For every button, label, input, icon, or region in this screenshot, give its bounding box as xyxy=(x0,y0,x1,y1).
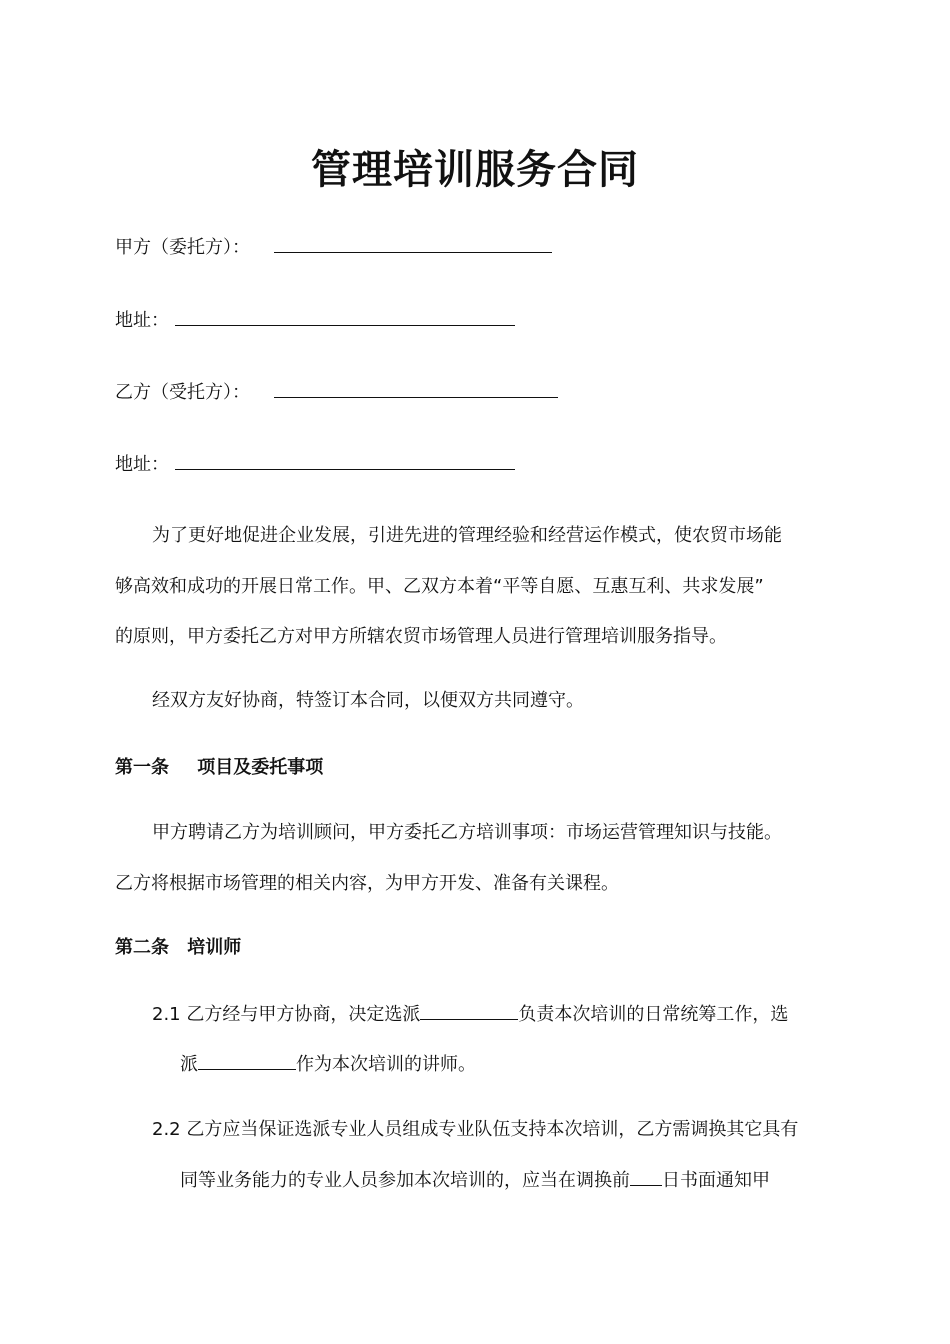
clause-2-1-text-a: 乙方经与甲方协商，决定选派 xyxy=(186,1004,421,1025)
intro-line-4: 经双方友好协商，特签订本合同，以便双方共同遵守。 xyxy=(152,690,584,711)
clause-2-1-line-1 xyxy=(152,1001,788,1028)
coordinator-name-field[interactable] xyxy=(420,1001,518,1020)
clause-2-2-text-b: 同等业务能力的专业人员参加本次培训的，应当在调换前 xyxy=(180,1170,630,1191)
clause-2-2-line-2 xyxy=(180,1167,770,1194)
clause-2-1-text-d: 作为本次培训的讲师。 xyxy=(296,1054,476,1075)
article-1-heading xyxy=(115,755,323,781)
document-title: 管理培训服务合同 xyxy=(311,147,639,193)
notice-days-field[interactable] xyxy=(630,1167,662,1186)
article-1-line-2: 乙方将根据市场管理的相关内容，为甲方开发、准备有关课程。 xyxy=(115,873,619,894)
intro-line-2: 够高效和成功的开展日常工作。甲、乙双方本着“平等自愿、互惠互利、共求发展” xyxy=(115,576,764,597)
article-1-number: 第一条 xyxy=(115,757,169,778)
party-a-name-field[interactable] xyxy=(274,234,552,253)
party-b-label: 乙方（受托方）： xyxy=(115,382,250,403)
lecturer-name-field[interactable] xyxy=(198,1051,296,1070)
clause-2-1-text-c: 派 xyxy=(180,1054,198,1075)
party-a-address-field[interactable] xyxy=(175,307,515,326)
intro-line-3: 的原则，甲方委托乙方对甲方所辖农贸市场管理人员进行管理培训服务指导。 xyxy=(115,626,727,647)
article-2-heading xyxy=(115,935,241,961)
party-a-label: 甲方（委托方）： xyxy=(115,237,250,258)
clause-2-2-text-c: 日书面通知甲 xyxy=(662,1170,770,1191)
party-b-address-line xyxy=(115,451,515,478)
clause-2-1-number: 2.1 xyxy=(152,1004,181,1025)
party-a-address-line xyxy=(115,307,515,334)
clause-2-1-text-b: 负责本次培训的日常统筹工作，选 xyxy=(518,1004,789,1025)
article-1-line-1: 甲方聘请乙方为培训顾问，甲方委托乙方培训事项：市场运营管理知识与技能。 xyxy=(152,822,782,843)
article-1-title: 项目及委托事项 xyxy=(197,757,324,778)
party-b-address-field[interactable] xyxy=(175,451,515,470)
party-b-name-field[interactable] xyxy=(274,379,558,398)
party-a-address-label: 地址： xyxy=(115,310,169,331)
clause-2-2-number: 2.2 xyxy=(152,1119,181,1140)
intro-line-1: 为了更好地促进企业发展，引进先进的管理经验和经营运作模式，使农贸市场能 xyxy=(152,525,782,546)
article-2-number: 第二条 xyxy=(115,937,169,958)
clause-2-1-line-2 xyxy=(180,1051,476,1078)
party-b-address-label: 地址： xyxy=(115,454,169,475)
clause-2-2-text-a: 乙方应当保证选派专业人员组成专业队伍支持本次培训，乙方需调换其它具有 xyxy=(186,1119,799,1140)
clause-2-2-line-1 xyxy=(152,1117,798,1143)
party-a-line xyxy=(115,234,552,261)
article-2-title: 培训师 xyxy=(187,937,242,958)
party-b-line xyxy=(115,379,558,406)
